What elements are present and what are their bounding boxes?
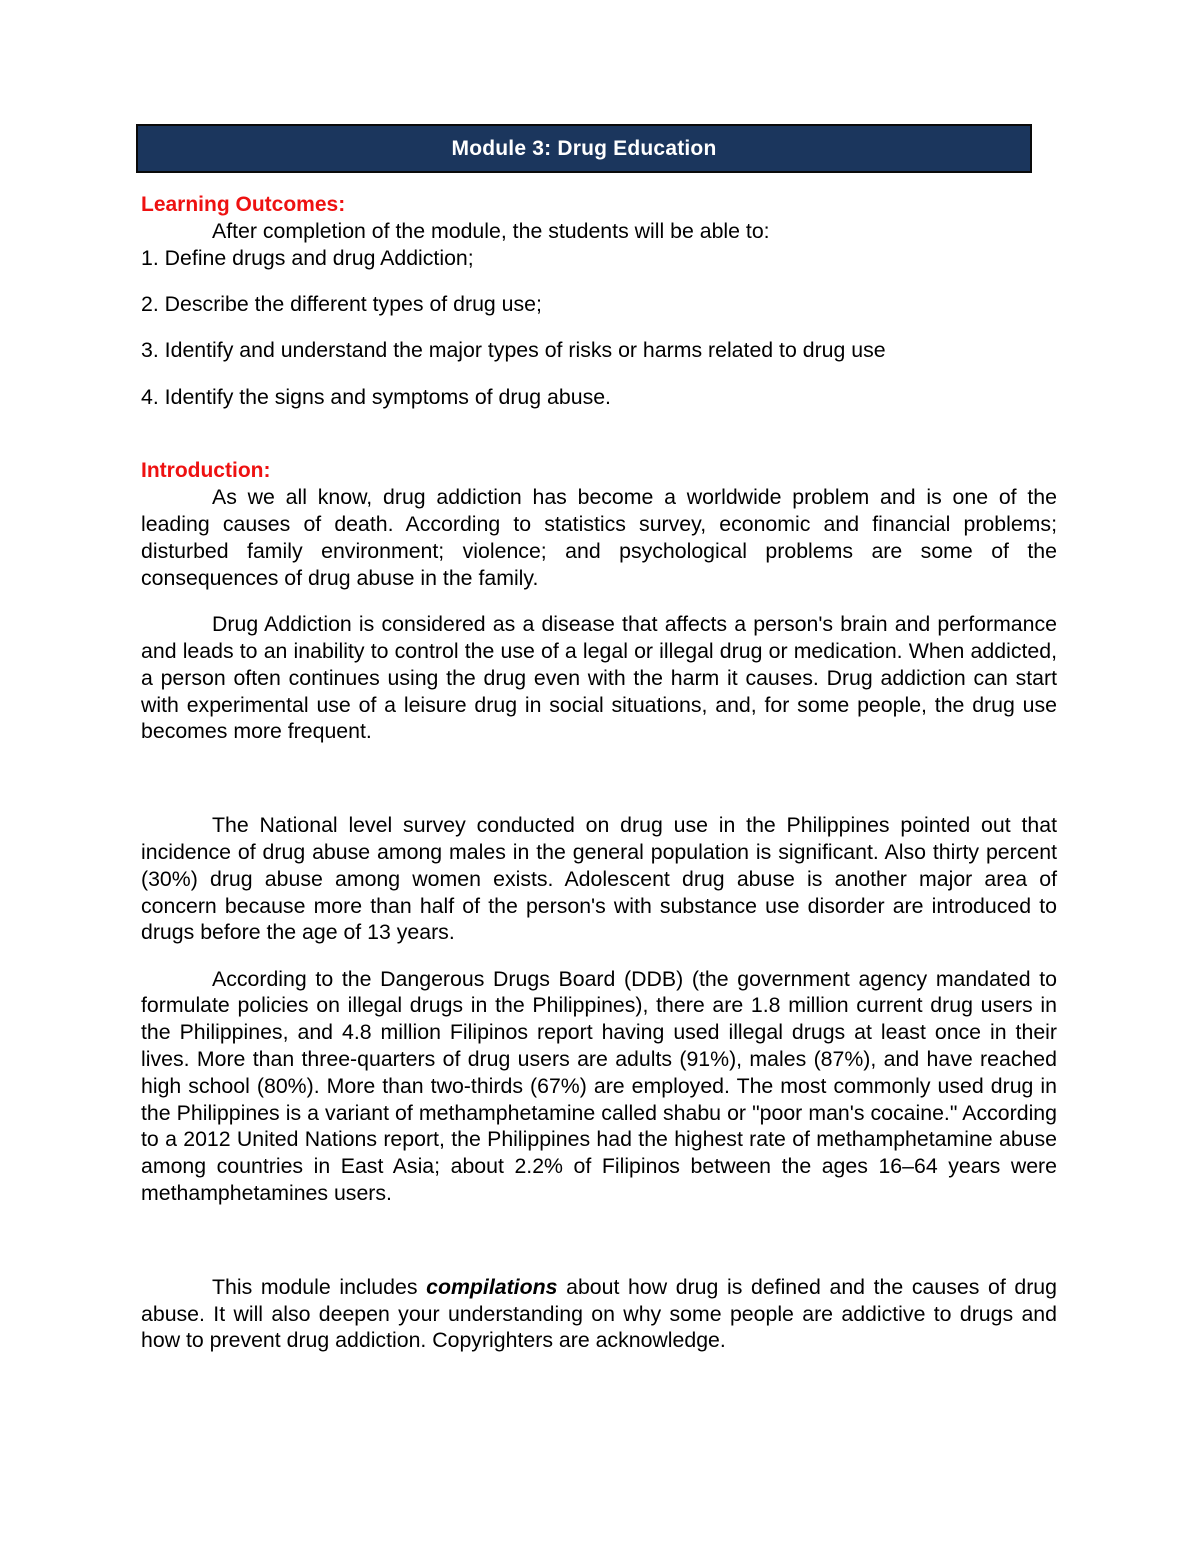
intro-paragraph: Drug Addiction is considered as a disease that affects a person's brain and performance and leads to an inability to control the use of a legal or illegal drug or medication. When addicted, a person often continues using the drug even with the harm it causes. Drug addiction can start with experimental use of a leisure drug in social situations, and, for some people, the drug use becomes more frequent. (141, 612, 1057, 744)
outcome-item: 3. Identify and understand the major types of risks or harms related to drug use (141, 338, 886, 363)
intro-paragraph: As we all know, drug addiction has become a worldwide problem and is one of the leading causes of death. According to statistics survey, economic and financial problems; disturbed family environment; violence; and psychological problems are some of the consequences of drug abuse in the family. (141, 485, 1057, 590)
closing-emphasis: compilations (426, 1274, 558, 1299)
introduction-heading: Introduction: (141, 459, 271, 483)
module-title: Module 3: Drug Education (451, 136, 717, 160)
closing-paragraph (141, 1274, 1057, 1354)
closing-text-before: This module includes (212, 1274, 427, 1299)
outcome-item: 1. Define drugs and drug Addiction; (141, 245, 474, 270)
outcome-item: 2. Describe the different types of drug use; (141, 292, 542, 317)
learning-outcomes-intro: After completion of the module, the students will be able to: (212, 219, 770, 243)
learning-outcomes-list (141, 245, 1057, 411)
module-title-banner (136, 124, 1032, 173)
intro-paragraph: According to the Dangerous Drugs Board (DDB) (the government agency mandated to formulate policies on illegal drugs in the Philippines), there are 1.8 million current drug users in the Philippines, and 4.8 million Filipinos report having used illegal drugs at least once in their lives. More than three-quarters of drug users are adults (91%), males (87%), and have reached high school (80%). More than two-thirds (67%) are employed. The most commonly used drug in the Philippines is a variant of methamphetamine called shabu or "poor man's cocaine." According to a 2012 United Nations report, the Philippines had the highest rate of methamphetamine abuse among countries in East Asia; about 2.2% of Filipinos between the ages 16–64 years were methamphetamines users. (141, 966, 1057, 1206)
document-body (141, 192, 1057, 1354)
learning-outcomes-heading: Learning Outcomes: (141, 193, 346, 216)
closing-text-after: about how drug is defined and the causes of drug abuse. It will also deepen your understanding on why some people are addictive to drugs and how to prevent drug addiction. Copyrighters are acknowledge. (141, 1274, 1057, 1353)
outcome-item: 4. Identify the signs and symptoms of drug abuse. (141, 384, 611, 409)
intro-paragraph: The National level survey conducted on drug use in the Philippines pointed out that incidence of drug abuse among males in the general population is significant. Also thirty percent (30%) drug abuse among women exists. Adolescent drug abuse is another major area of concern because more than half of the person's with substance use disorder are introduced to drugs before the age of 13 years. (141, 813, 1057, 945)
